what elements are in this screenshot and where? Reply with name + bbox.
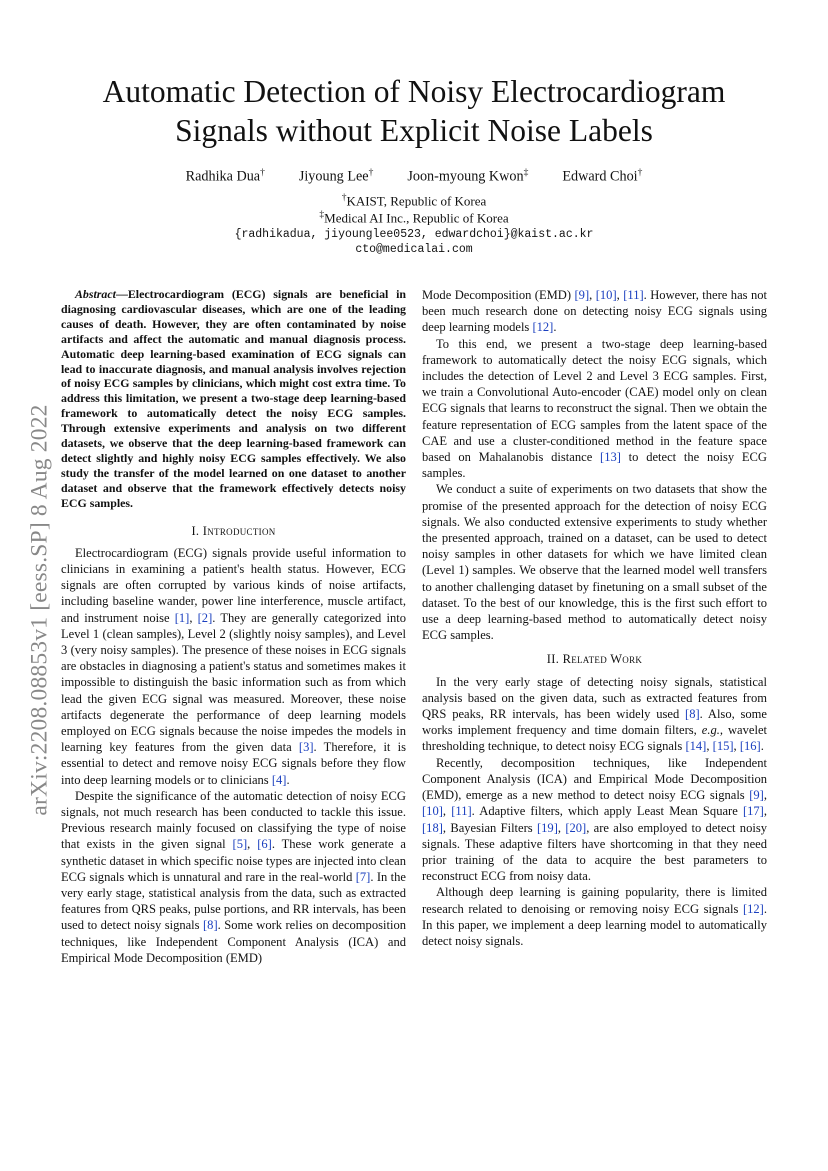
citation-link[interactable]: [3]	[298, 740, 314, 755]
intro-paragraph: To this end, we present a two-stage deep learning-based framework to automatically detect the noisy ECG signals, which includes the detection of Level 2 and Level 3 ECG samples. First, we train a Convolutional Auto-encoder (CAE) model only on clean ECG signals that learns to reconstruct the signal. Then we obtain the feature representation of ECG samples from the latent space of the CAE and use a cluster-conditioned method in the feature space based on Mahalanobis distance [13] to detect the noisy ECG samples.	[422, 336, 767, 481]
citation-link[interactable]: [1]	[174, 610, 190, 625]
citation-link[interactable]: [10]	[595, 288, 617, 302]
citation-link[interactable]: [13]	[600, 450, 621, 465]
intro-paragraph: Electrocardiogram (ECG) signals provide useful information to clinicians in examining a patient's health status. However, ECG signals are often corrupted by various kinds of noise artifacts, including baseline wander, power line interference, muscle artifact, and instrument noise [1], [2]. They are generally categorized into Level 1 (clean samples), Level 2 (slightly noisy samples), and Level 3 (very noisy samples). The presence of these noises in ECG signals are obstacles in diagnosing a patient's status and sometimes makes it impossible to distinguish the basic information such as from which lead the given ECG signal was measured. Moreover, these noise artifacts degenerate the performance of deep learning models employed on ECG signals because the noise impedes the models in learning key features from the given data [3]. Therefore, it is essential to detect and remove noisy ECG signals before they flow into deep learning models or to clinicians [4].	[61, 545, 406, 787]
citation-link[interactable]: [2]	[197, 610, 213, 625]
citation-link[interactable]: [11]	[451, 804, 472, 819]
citation-link[interactable]: [9]	[749, 788, 764, 803]
right-column	[422, 287, 767, 949]
section-heading-introduction: I. Introduction	[191, 523, 276, 538]
section-heading-related-work: II. Related Work	[546, 652, 643, 667]
abstract: Abstract—Electrocardiogram (ECG) signals are beneficial in diagnosing cardiovascular diseases, which are one of the leading causes of death. However, they are often contaminated by noise artifacts and affect the automatic and manual diagnosis process. Automatic deep learning-based examination of ECG signals can lead to inaccurate diagnosis, and manual analysis involves rejection of noisy ECG samples by clinicians, which might cost extra time. To address this limitation, we present a two-stage deep learning-based framework to automatically detect the noisy ECG samples. Through extensive experiments and analysis on two different datasets, we observe that the deep learning-based framework can detect slightly and highly noisy ECG samples effectively. We also study the transfer of the model learned on one dataset to another dataset and observe that the framework effectively detects noisy ECG samples.	[61, 287, 406, 510]
author-emails: {radhikadua, jiyounglee0523, edwardchoi}@kaist.ac.kr	[234, 228, 594, 241]
citation-link[interactable]: [12]	[742, 901, 764, 916]
citation-link[interactable]: [19]	[536, 820, 558, 835]
intro-paragraph-continued: Mode Decomposition (EMD) [9], [10], [11]. However, there has not been much research done on detecting noisy ECG signals using deep learning models [12].	[422, 288, 767, 335]
citation-link[interactable]: [18]	[422, 820, 443, 835]
citation-link[interactable]: [10]	[422, 804, 443, 819]
citation-link[interactable]: [5]	[232, 837, 248, 852]
intro-paragraph: Despite the significance of the automatic detection of noisy ECG signals, not much research has been conducted to tackle this issue. Previous research mainly focused on classifying the type of noise that exists in the given signal [5], [6]. These work generate a synthetic dataset in which specific noise types are injected into clean ECG signals which is unnatural and rare in the real-world [7]. In the very early stage, statistical analysis from the data, such as extracted features from QRS peaks, pulse portions, and RR intervals, has been used to detect noisy signals [8]. Some work relies on decomposition techniques, like Independent Component Analysis (ICA) and Empirical Mode Decomposition (EMD)	[61, 788, 406, 965]
author-list	[60, 168, 768, 186]
related-paragraph: In the very early stage of detecting noisy signals, statistical analysis based on the given data, such as extracted features from QRS peaks, RR intervals, has been widely used [8]. Also, some works implement frequency and time domain filters, e.g., wavelet thresholding technique, to detect noisy ECG signals [14], [15], [16].	[422, 674, 767, 754]
intro-paragraph: We conduct a suite of experiments on two datasets that show the promise of the presented approach for the detection of noisy ECG signals. We also conducted extensive experiments to study whether the presented approach, trained on a dataset, can be used to detect noisy samples in other datasets for which we have limited clean (Level 1) samples. We observe that the learned model well transfers to another challenging dataset by finetuning on a small subset of the dataset. To the best of our knowledge, this is the first such effort to use a deep learning-based method to automatically detect noisy ECG samples.	[422, 482, 767, 643]
author: Jiyoung Lee†	[298, 168, 374, 185]
author: Radhika Dua†	[185, 168, 265, 185]
citation-link[interactable]: [17]	[742, 804, 764, 819]
citation-link[interactable]: [6]	[257, 837, 272, 852]
author-email-medicalai: cto@medicalai.com	[355, 243, 473, 256]
arxiv-side-identifier: arXiv:2208.08853v1 [eess.SP] 8 Aug 2022	[26, 404, 53, 816]
citation-link[interactable]: [7]	[355, 869, 371, 884]
related-paragraph: Recently, decomposition techniques, like Independent Component Analysis (ICA) and Empirical Mode Decomposition (EMD), emerge as a new method to detect noisy ECG signals [9], [10], [11]. Adaptive filters, which apply Least Mean Square [17], [18], Bayesian Filters [19], [20], are also employed to detect noisy signals. These adaptive filters have shortcoming in that they need prior training of the data to acquire the best parameters to reconstruct ECG from noisy data.	[422, 755, 767, 884]
related-paragraph: Although deep learning is gaining popularity, there is limited research related to denoising or removing noisy ECG signals [12]. In this paper, we implement a deep learning model to automatically detect noisy signals.	[422, 885, 767, 948]
citation-link[interactable]: [15]	[712, 739, 734, 754]
citation-link[interactable]: [9]	[574, 288, 590, 302]
citation-link[interactable]: [8]	[203, 918, 218, 933]
paper-title: Automatic Detection of Noisy Electrocardiogram Signals without Explicit Noise Labels	[102, 74, 726, 148]
citation-link[interactable]: [12]	[532, 320, 554, 335]
author: Edward Choi†	[562, 168, 643, 185]
citation-link[interactable]: [20]	[565, 820, 587, 835]
citation-link[interactable]: [8]	[685, 707, 700, 722]
citation-link[interactable]: [4]	[271, 772, 287, 787]
left-column	[61, 287, 406, 966]
citation-link[interactable]: [14]	[685, 739, 707, 754]
author: Joon-myoung Kwon‡	[407, 168, 529, 185]
citation-link[interactable]: [16]	[739, 739, 761, 754]
affiliation-kaist: †KAIST, Republic of Korea	[341, 193, 487, 209]
affiliation-medicalai: ‡Medical AI Inc., Republic of Korea	[319, 210, 509, 226]
citation-link[interactable]: [11]	[623, 288, 644, 302]
